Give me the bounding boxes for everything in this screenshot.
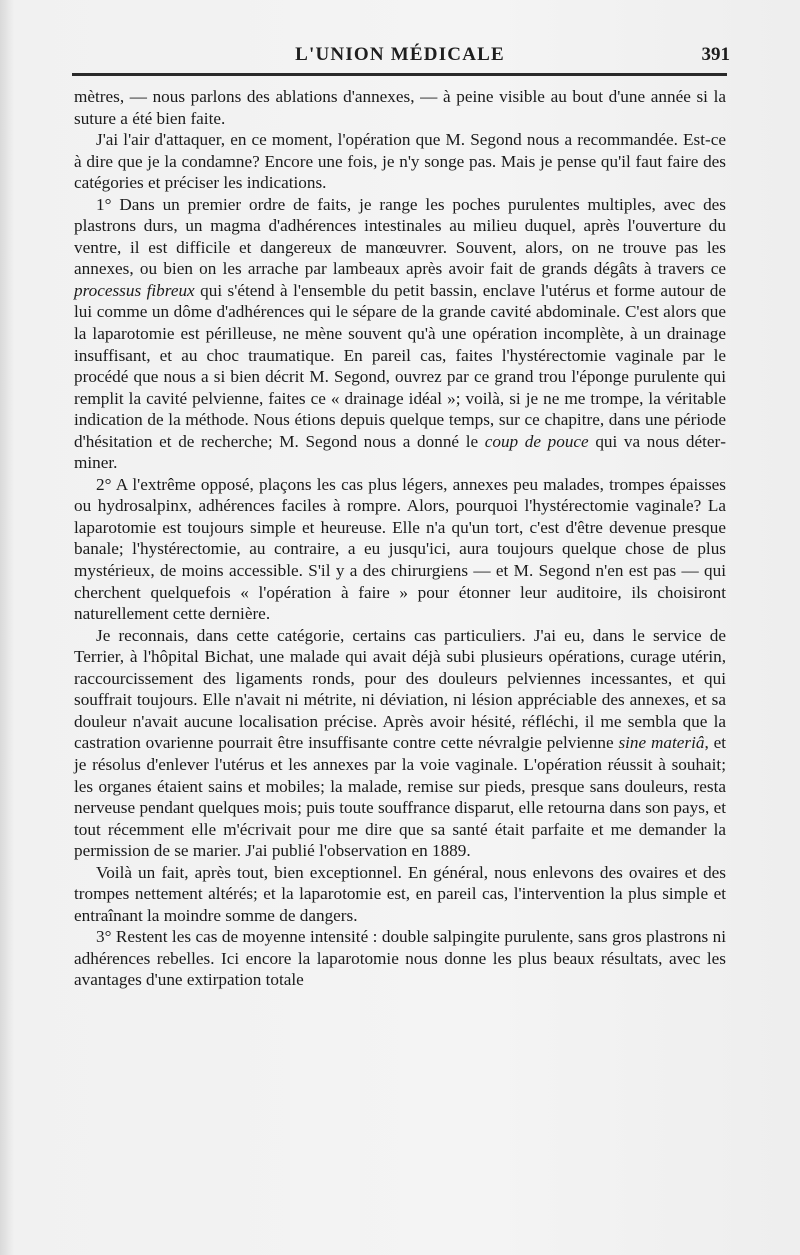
journal-title: L'UNION MÉDICALE bbox=[295, 44, 505, 65]
paragraph bbox=[74, 926, 726, 991]
italic-phrase: coup de pouce bbox=[484, 431, 589, 451]
text-run: 2° A l'extrême opposé, plaçons les cas plus légers, annexes peu malades, trompes épaisses ou hydrosalpinx, adhérences faciles à rompre. Alors, pourquoi l'hystérectomie vaginale? La laparotomie est toujours simple et heureuse. Elle n'a qu'un tort, c'est d'être devenue presque banale; l'hystérectomie, au contraire, a eu jusqu'ici, aura toujours quelque chose de plus mystérieux, de moins accessible. S'il y a des chirurgiens — et M. Segond n'en est pas — qui cherchent quelquefois « l'opération à faire » pour étonner leur auditoire, ils choisiront naturellement cette dernière. bbox=[74, 474, 726, 624]
paragraph bbox=[74, 862, 726, 927]
italic-phrase: processus fibreux bbox=[74, 280, 195, 300]
text-run: , et je résolus d'enlever l'utérus et les annexes par la voie vaginale. L'opération réussit à souhait; les organes étaient sains et mobiles; la malade, remise sur pieds, presque sans douleurs, resta nerveuse pendant quelques mois; puis toute souffrance disparut, elle retourna dans son pays, et tout récemment elle m'écrivait pour me dire que sa santé était parfaite et me demander la permission de se marier. J'ai publié l'observation en 1889. bbox=[74, 733, 727, 861]
paragraph bbox=[74, 86, 726, 129]
text-run: Je reconnais, dans cette catégorie, certains cas particuliers. J'ai eu, dans le service de Terrier, à l'hôpital Bichat, une malade qui avait déjà subi plusieurs opérations, curage utérin, raccourcissement des ligaments ronds, pour des douleurs pelviennes incessantes, et qui souffrait toujours. Elle n'avait ni métrite, ni déviation, ni lésion appréciable des annexes, et sa douleur n'avait aucune localisation précise. Après avoir hésité, réfléchi, il me sembla que la castration ovarienne pourrait être insuffisante contre cette névralgie pelvienne bbox=[74, 625, 726, 753]
page-number: 391 bbox=[701, 44, 730, 65]
text-run: qui s'étend à l'ensemble du petit bassin, enclave l'utérus et forme autour de lui comme un dôme d'adhérences qui le sépare de la grande cavité abdominale. C'est alors que la laparotomie est périlleuse, ne mène souvent qu'à une opération incomplète, à un drainage insuffisant, et au choc traumatique. En pareil cas, faites l'hystérectomie vaginale par le procédé que nous a si bien décrit M. Segond, ouvrez par ce grand trou l'éponge purulente qui remplit la cavité pelvienne, faites ce « drainage idéal »; voilà, si je ne me trompe, la véritable indication de la méthode. Nous étions depuis quelque temps, sur ce chapitre, dans une période d'hésitation et de recherche; M. Segond nous a donné le bbox=[74, 280, 726, 451]
running-header bbox=[70, 40, 730, 70]
text-run: 1° Dans un premier ordre de faits, je range les poches purulentes multiples, avec des plastrons durs, un magma d'adhérences intestinales au milieu duquel, après l'ouverture du ventre, il est difficile et dangereux de manœuvrer. Souvent, alors, on ne trouve pas les annexes, ou bien on les arrache par lambeaux après avoir fait de grands dégâts à travers ce bbox=[74, 194, 726, 279]
paragraph bbox=[74, 194, 726, 474]
text-run: J'ai l'air d'attaquer, en ce moment, l'opération que M. Segond nous a recommandée. Est-ce à dire que je la condamne? Encore une fois, je n'y songe pas. Mais je pense qu'il faut faire des catégories et préciser les indications. bbox=[74, 130, 726, 193]
text-run: mètres, — nous parlons des ablations d'annexes, — à peine visible au bout d'une année si la suture a été bien faite. bbox=[74, 87, 726, 128]
paragraph bbox=[74, 625, 726, 862]
header-rule bbox=[72, 73, 727, 76]
paragraph bbox=[74, 474, 726, 625]
text-run: qui va nous déterminer. bbox=[74, 431, 726, 473]
text-run: Voilà un fait, après tout, bien exceptionnel. En général, nous enlevons des ovaires et des trompes nettement altérés; et la laparotomie est, en pareil cas, l'intervention la plus simple et entraînant la moindre somme de dangers. bbox=[74, 862, 726, 925]
paragraph bbox=[74, 129, 726, 194]
italic-phrase: sine materiâ bbox=[618, 733, 705, 753]
article-body bbox=[74, 86, 726, 991]
text-run: 3° Restent les cas de moyenne intensité : double salpingite purulente, sans gros plastrons ni adhérences rebelles. Ici encore la laparotomie nous donne les plus beaux résultats, avec les avantages d'une extirpation totale bbox=[74, 927, 726, 990]
